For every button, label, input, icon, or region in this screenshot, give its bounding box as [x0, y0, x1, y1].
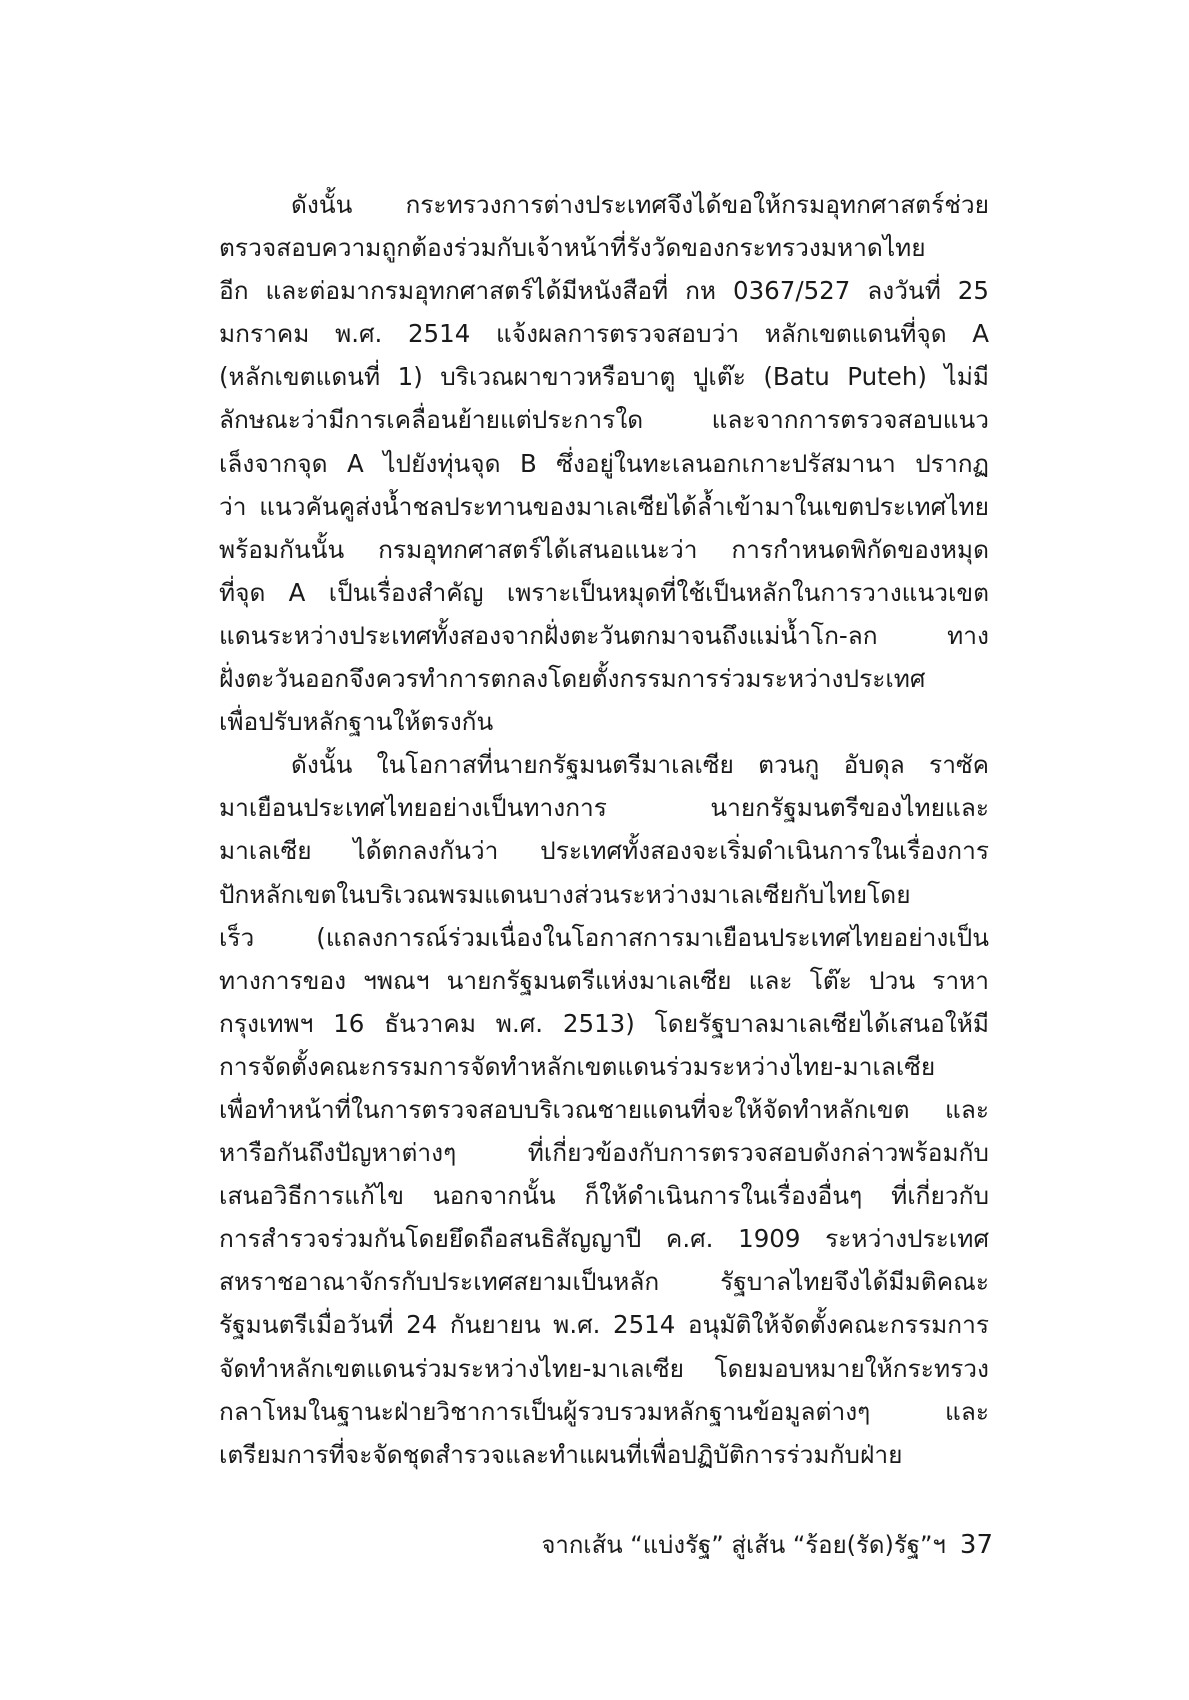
text-line: รัฐมนตรีเมื่อวันที่ 24 กันยายน พ.ศ. 2514 อนุมัติให้จัดตั้งคณะกรรมการ: [219, 1310, 989, 1340]
body-text: [219, 183, 989, 1476]
text-line: กลาโหมในฐานะฝ่ายวิชาการเป็นผู้รวบรวมหลักฐานข้อมูลต่างๆ และ: [219, 1396, 989, 1426]
text-line: ดังนั้น ในโอกาสที่นายกรัฐมนตรีมาเลเซีย ตวนกู อับดุล ราซัค: [291, 750, 989, 780]
paragraph-1: [219, 183, 989, 743]
text-line: (หลักเขตแดนที่ 1) บริเวณผาขาวหรือบาตู ปูเต๊ะ (Batu Puteh) ไม่มี: [219, 362, 989, 392]
text-line: มาเลเซีย ได้ตกลงกันว่า ประเทศทั้งสองจะเริ่มดำเนินการในเรื่องการ: [219, 836, 989, 866]
text-line: ว่า แนวคันคูส่งน้ำชลประทานของมาเลเซียได้ล้ำเข้ามาในเขตประเทศไทย: [219, 491, 989, 521]
text-line: เร็ว (แถลงการณ์ร่วมเนื่องในโอกาสการมาเยือนประเทศไทยอย่างเป็น: [219, 922, 989, 952]
text-line: เพื่อปรับหลักฐานให้ตรงกัน: [219, 707, 494, 737]
text-line: กรุงเทพฯ 16 ธันวาคม พ.ศ. 2513) โดยรัฐบาลมาเลเซียได้เสนอให้มี: [219, 1008, 989, 1038]
text-line: จัดทำหลักเขตแดนร่วมระหว่างไทย-มาเลเซีย โดยมอบหมายให้กระทรวง: [219, 1353, 989, 1383]
text-line: แดนระหว่างประเทศทั้งสองจากฝั่งตะวันตกมาจนถึงแม่น้ำโก-ลก ทาง: [219, 620, 989, 650]
text-line: ลักษณะว่ามีการเคลื่อนย้ายแต่ประการใด และจากการตรวจสอบแนว: [219, 405, 989, 435]
text-line: ตรวจสอบความถูกต้องร่วมกับเจ้าหน้าที่รังวัดของกระทรวงมหาดไทย: [219, 233, 926, 263]
text-line: เสนอวิธีการแก้ไข นอกจากนั้น ก็ให้ดำเนินการในเรื่องอื่นๆ ที่เกี่ยวกับ: [219, 1181, 989, 1211]
text-line: มาเยือนประเทศไทยอย่างเป็นทางการ นายกรัฐมนตรีของไทยและ: [219, 793, 989, 823]
running-title: จากเส้น “แบ่งรัฐ” สู่เส้น “ร้อย(รัด)รัฐ”ฯ: [541, 1531, 946, 1559]
text-line: ทางการของ ฯพณฯ นายกรัฐมนตรีแห่งมาเลเซีย และ โต๊ะ ปวน ราหา: [219, 965, 989, 995]
text-line: ที่จุด A เป็นเรื่องสำคัญ เพราะเป็นหมุดที่ใช้เป็นหลักในการวางแนวเขต: [219, 577, 989, 607]
text-line: เล็งจากจุด A ไปยังทุ่นจุด B ซึ่งอยู่ในทะเลนอกเกาะปรัสมานา ปรากฏ: [219, 448, 989, 478]
text-line: เตรียมการที่จะจัดชุดสำรวจและทำแผนที่เพื่อปฏิบัติการร่วมกับฝ่าย: [219, 1439, 903, 1469]
text-line: หารือกันถึงปัญหาต่างๆ ที่เกี่ยวข้องกับการตรวจสอบดังกล่าวพร้อมกับ: [219, 1138, 989, 1168]
text-line: การสำรวจร่วมกันโดยยึดถือสนธิสัญญาปี ค.ศ. 1909 ระหว่างประเทศ: [219, 1224, 989, 1254]
text-line: สหราชอาณาจักรกับประเทศสยามเป็นหลัก รัฐบาลไทยจึงได้มีมติคณะ: [219, 1267, 989, 1297]
page-number: 37: [959, 1530, 993, 1560]
text-line: อีก และต่อมากรมอุทกศาสตร์ได้มีหนังสือที่ กห 0367/527 ลงวันที่ 25: [219, 276, 989, 306]
paragraph-2: [219, 743, 989, 1476]
text-line: มกราคม พ.ศ. 2514 แจ้งผลการตรวจสอบว่า หลักเขตแดนที่จุด A: [219, 319, 989, 349]
text-line: ปักหลักเขตในบริเวณพรมแดนบางส่วนระหว่างมาเลเซียกับไทยโดย: [219, 879, 911, 909]
text-line: การจัดตั้งคณะกรรมการจัดทำหลักเขตแดนร่วมระหว่างไทย-มาเลเซีย: [219, 1051, 936, 1081]
text-line: เพื่อทำหน้าที่ในการตรวจสอบบริเวณชายแดนที่จะให้จัดทำหลักเขต และ: [219, 1094, 989, 1124]
text-line: พร้อมกันนั้น กรมอุทกศาสตร์ได้เสนอแนะว่า การกำหนดพิกัดของหมุด: [219, 534, 989, 564]
text-line: ดังนั้น กระทรวงการต่างประเทศจึงได้ขอให้กรมอุทกศาสตร์ช่วย: [291, 190, 989, 219]
page-footer: [541, 1530, 993, 1560]
text-line: ฝั่งตะวันออกจึงควรทำการตกลงโดยตั้งกรรมการร่วมระหว่างประเทศ: [219, 664, 926, 694]
